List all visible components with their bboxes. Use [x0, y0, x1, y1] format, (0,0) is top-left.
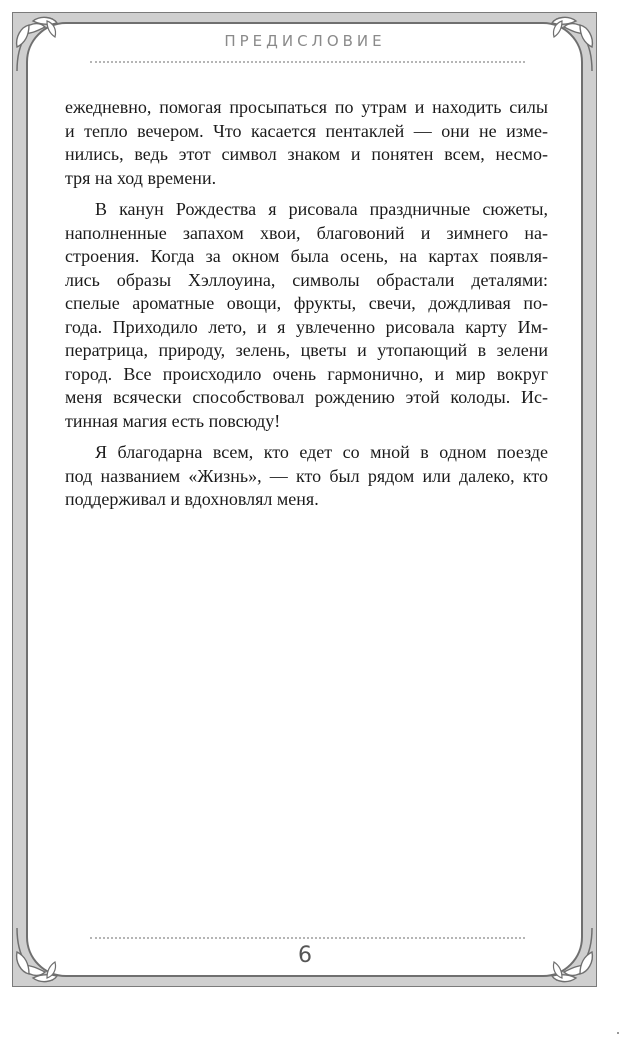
text-line: В канун Рождества я рисовала праздничные сюжеты, — [95, 199, 548, 219]
text-line: поддерживал и вдохновлял меня. — [65, 489, 319, 509]
text-line: ежедневно, помогая просыпаться по утрам и находить силы — [65, 97, 548, 117]
paragraph — [65, 96, 548, 190]
text-line: ператрица, природу, зелень, цветы и утопающий в зелени — [65, 340, 548, 360]
dotted-rule-top — [90, 61, 525, 63]
text-line: строения. Когда за окном была осень, на картах появля- — [65, 246, 548, 266]
text-line: лись образы Хэллоуина, символы обрастали деталями: — [65, 269, 548, 290]
text-line: меня всячески способствовал рождению этой колоды. Ис- — [65, 387, 548, 407]
paragraph — [65, 441, 548, 512]
page-number: 6 — [298, 943, 312, 968]
text-line: под названием «Жизнь», — кто был рядом или далеко, кто — [65, 465, 548, 486]
text-line: нились, ведь этот символ знаком и понятен всем, несмо- — [65, 144, 548, 164]
text-line: тинная магия есть повсюду! — [65, 410, 281, 431]
body-text — [65, 96, 548, 520]
dotted-rule-bottom — [90, 937, 525, 939]
running-head: ПРЕДИСЛОВИЕ — [224, 32, 386, 50]
text-line: спелые ароматные овощи, фрукты, свечи, дождливая по- — [65, 293, 548, 313]
text-line: тря на ход времени. — [65, 167, 217, 188]
crop-mark — [617, 1032, 619, 1034]
text-line: года. Приходило лето, и я увлеченно рисовала карту Им- — [65, 316, 548, 337]
paragraph — [65, 198, 548, 433]
text-line: наполненные запахом хвои, благовоний и зимнего на- — [65, 222, 548, 243]
text-line: город. Все происходило очень гармонично, и мир вокруг — [65, 363, 548, 384]
text-line: Я благодарна всем, кто едет со мной в одном поезде — [95, 442, 548, 462]
text-line: и тепло вечером. Что касается пентаклей — они не изме- — [65, 120, 548, 141]
